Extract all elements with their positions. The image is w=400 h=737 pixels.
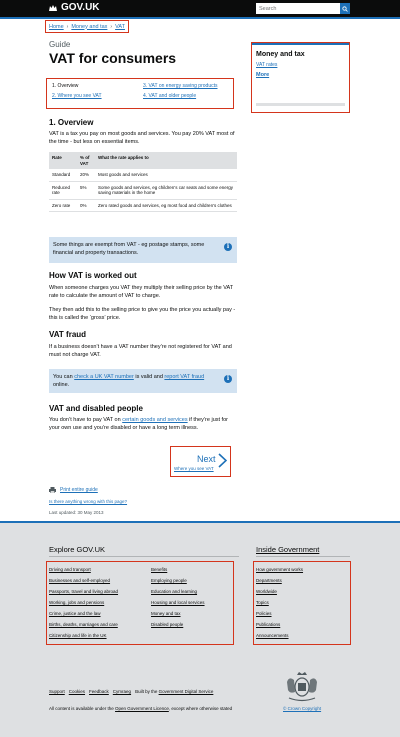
licence-suffix: , except where otherwise stated <box>168 706 233 711</box>
related-sidebar <box>252 43 349 112</box>
footer-col-2 <box>151 564 205 630</box>
table-cell: Some goods and services, eg children’s car seats and some energy saving materials in the home <box>95 181 237 199</box>
explore-links-box <box>47 562 233 644</box>
table-row <box>49 199 237 212</box>
footer-link[interactable]: Topics <box>256 600 269 605</box>
vat-rates-table <box>49 152 237 212</box>
footer-rule <box>49 556 239 557</box>
print-guide-link[interactable]: Print entire guide <box>60 487 98 493</box>
footer-link[interactable]: Births, deaths, marriages and care <box>49 622 118 627</box>
fraud-info-prefix: You can <box>53 374 75 380</box>
footer-col-1 <box>49 564 118 641</box>
table-cell: Zero rated goods and services, eg most food and children’s clothes <box>95 199 237 212</box>
logo-text: GOV.UK <box>61 2 100 13</box>
table-header: % of VAT <box>77 152 95 169</box>
footer-cymraeg-link[interactable]: Cymraeg <box>112 689 132 694</box>
table-header-row <box>49 152 237 169</box>
footer-rule <box>256 556 350 557</box>
footer-link[interactable]: Working, jobs and pensions <box>49 600 105 605</box>
footer-link[interactable]: Benefits <box>151 567 168 572</box>
next-page-title: Where you see VAT <box>174 466 214 471</box>
footer-link[interactable]: Publications <box>256 622 281 627</box>
vat-fraud-heading: VAT fraud <box>49 330 87 339</box>
report-problem-link[interactable]: Is there anything wrong with this page? <box>49 499 128 504</box>
gds-link[interactable]: Government Digital Service <box>158 689 214 694</box>
footer-support-link[interactable]: Support <box>49 689 65 694</box>
footer-link[interactable]: Worldwide <box>256 589 277 594</box>
how-worked-out-heading: How VAT is worked out <box>49 271 137 280</box>
last-updated: Last updated: 30 May 2013 <box>49 510 104 515</box>
licence-text <box>49 706 232 711</box>
table-cell: 0% <box>77 199 95 212</box>
built-by-text <box>135 689 213 694</box>
footer-link[interactable]: Driving and transport <box>49 567 91 572</box>
footer-link[interactable]: Disabled people <box>151 622 184 627</box>
contents-item-where-you-see-vat[interactable]: 2. Where you see VAT <box>52 93 102 99</box>
report-vat-fraud-link[interactable]: report VAT fraud <box>164 374 205 380</box>
fraud-info-mid: is valid and <box>133 374 165 380</box>
header-accent-bar <box>0 17 400 19</box>
disabled-suffix: if they’re just for your own use and you’re disabled or have a long term illness. <box>49 417 228 431</box>
sidebar-more-link[interactable]: More <box>256 72 270 78</box>
breadcrumb-money-and-tax[interactable]: Money and tax <box>71 23 108 30</box>
footer-link[interactable]: Passports, travel and living abroad <box>49 589 119 594</box>
info-icon: i <box>224 375 232 383</box>
exempt-info-box <box>49 237 237 263</box>
exempt-note: Some things are exempt from VAT - eg postage stamps, some financial and property transactions. <box>53 242 205 256</box>
breadcrumb-separator: › <box>66 23 69 30</box>
fraud-info-box <box>49 369 237 393</box>
site-header <box>0 0 400 17</box>
licence-prefix: All content is available under the <box>49 706 116 711</box>
govuk-logo[interactable] <box>48 2 100 13</box>
vat-fraud-para: If a business doesn’t have a VAT number they’re not registered for VAT and must not charge VAT. <box>49 344 232 358</box>
guide-label: Guide <box>49 40 71 49</box>
contents-item-older-people[interactable]: 4. VAT and older people <box>143 93 197 99</box>
footer-cookies-link[interactable]: Cookies <box>68 689 86 694</box>
footer-link[interactable]: Announcements <box>256 633 289 638</box>
inside-government-heading[interactable]: Inside Government <box>256 545 320 554</box>
table-cell: Reduced rate <box>49 181 77 199</box>
government-links-box <box>254 562 350 644</box>
footer-link[interactable]: Money and tax <box>151 611 181 616</box>
info-icon: i <box>224 243 232 251</box>
breadcrumb <box>46 21 128 32</box>
footer-feedback-link[interactable]: Feedback <box>89 689 109 694</box>
crown-copyright-link[interactable]: © Crown Copyright <box>283 706 322 711</box>
table-cell: 5% <box>77 181 95 199</box>
footer-support-links <box>49 689 213 694</box>
table-cell: Zero rate <box>49 199 77 212</box>
disabled-para <box>49 416 237 432</box>
table-cell: Standard <box>49 169 77 181</box>
sidebar-divider <box>256 103 345 106</box>
disabled-heading: VAT and disabled people <box>49 404 143 413</box>
search-form <box>256 3 350 14</box>
table-cell: 20% <box>77 169 95 181</box>
overview-heading: 1. Overview <box>49 118 94 127</box>
breadcrumb-home[interactable]: Home <box>49 23 64 30</box>
search-icon <box>342 6 348 12</box>
footer-link[interactable]: How government works <box>256 567 304 572</box>
footer-col-3 <box>256 564 303 641</box>
footer-link[interactable]: Citizenship and life in the UK <box>49 633 107 638</box>
search-button[interactable] <box>340 3 350 14</box>
table-cell: Most goods and services <box>95 169 237 181</box>
overview-intro: VAT is a tax you pay on most goods and services. You pay 20% VAT most of the time - but less on essential items. <box>49 131 235 145</box>
footer-link[interactable]: Crime, justice and the law <box>49 611 101 616</box>
explore-heading: Explore GOV.UK <box>49 545 105 554</box>
table-header: What the rate applies to <box>95 152 237 169</box>
next-page-link[interactable] <box>171 447 230 476</box>
contents-item-overview: 1. Overview <box>52 83 79 89</box>
certain-goods-link[interactable]: certain goods and services <box>122 417 188 423</box>
breadcrumb-separator: › <box>110 23 113 30</box>
footer-link[interactable]: Housing and local services <box>151 600 205 605</box>
page-title: VAT for consumers <box>49 50 177 66</box>
footer-link[interactable]: Employing people <box>151 578 187 583</box>
ogl-link[interactable]: Open Government Licence <box>115 706 169 711</box>
crown-icon <box>48 3 58 13</box>
built-by-prefix: Built by the <box>135 689 159 694</box>
search-input[interactable] <box>256 3 340 14</box>
printer-icon <box>49 487 56 493</box>
fraud-info-suffix: online. <box>53 382 70 388</box>
sidebar-title: Money and tax <box>256 51 305 58</box>
royal-crest-icon <box>283 670 321 704</box>
footer-link[interactable]: Education and learning <box>151 589 198 594</box>
footer-link[interactable]: Policies <box>256 611 272 616</box>
footer-link[interactable]: Businesses and self-employed <box>49 578 111 583</box>
sidebar-link-vat-rates[interactable]: VAT rates <box>256 62 278 68</box>
how-worked-out-para1: When someone charges you VAT they multiply their selling price by the VAT rate to calculate the amount of VAT to charge. <box>49 285 234 299</box>
contents-list <box>47 79 233 108</box>
breadcrumb-vat[interactable]: VAT <box>115 23 125 30</box>
table-header: Rate <box>49 152 77 169</box>
table-row <box>49 181 237 199</box>
table-row <box>49 169 237 181</box>
chevron-right-icon <box>218 453 227 468</box>
check-vat-number-link[interactable]: check a UK VAT number <box>74 374 134 380</box>
how-worked-out-para2: They then add this to the selling price to give you the price you actually pay - this is called the ‘gross’ price. <box>49 307 236 321</box>
next-label: Next <box>197 454 216 464</box>
disabled-prefix: You don’t have to pay VAT on <box>49 417 123 423</box>
site-footer <box>0 521 400 737</box>
footer-link[interactable]: Departments <box>256 578 282 583</box>
print-row <box>49 487 98 493</box>
contents-item-energy-saving[interactable]: 3. VAT on energy saving products <box>143 83 218 89</box>
